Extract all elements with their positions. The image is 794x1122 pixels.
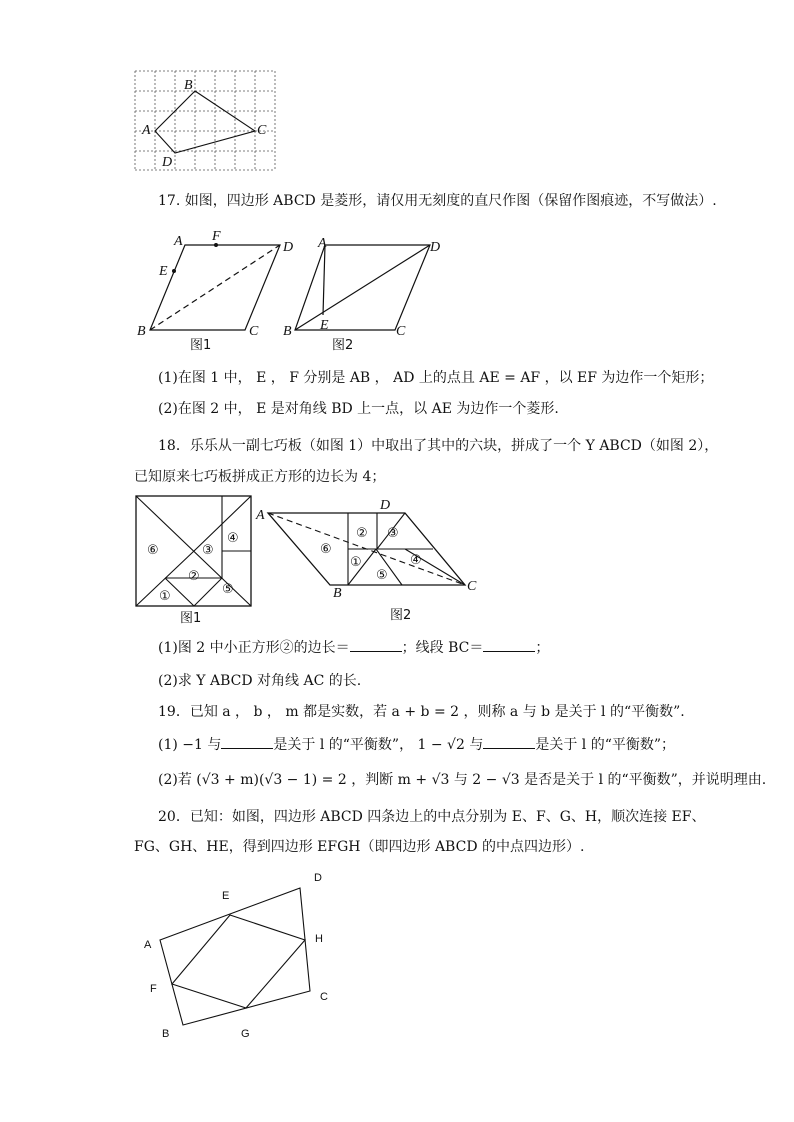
question-19-part-1 [158,736,675,754]
fig18-2-label-c: C [467,579,477,594]
tangram1-piece-4: ④ [227,531,239,546]
tangram1-piece-2: ② [188,569,200,584]
label-b: B [184,78,193,93]
tangram1-piece-3: ③ [202,543,214,558]
question-17-part-2: (2)在图 2 中， E 是对角线 BD 上一点，以 AE 为边作一个菱形. [158,401,559,417]
q18-part1-text-a: (1)图 2 中小正方形②的边长＝ [158,640,350,656]
tangram2-piece-2: ② [356,526,368,541]
answer-blank-1[interactable] [350,639,402,652]
figure-17-2 [280,225,460,355]
question-18-line-2: 已知原来七巧板拼成正方形的边长为 4； [134,469,386,485]
q19-part1-text-c: 是关于 l 的“平衡数”； [535,737,676,753]
fig17-1-label-b: B [137,324,146,339]
fig17-1-label-f: F [212,229,221,244]
q18-part1-text-b: ；线段 BC＝ [401,640,484,656]
label-c: C [257,123,267,138]
fig17-2-caption: 图2 [332,338,354,353]
figure-18-2-parallelogram [250,495,490,635]
fig18-2-label-a: A [256,508,265,523]
tangram1-piece-6: ⑥ [147,543,159,558]
fig18-2-caption: 图2 [390,608,412,623]
fig18-2-label-b: B [333,586,342,601]
fig17-2-label-d: D [430,240,441,255]
fig18-1-caption: 图1 [180,611,202,626]
quadrilateral-abcd [155,91,255,153]
fig17-2-label-c: C [396,324,406,339]
q19-part1-text-b: 是关于 l 的“平衡数”， 1 − √2 与 [273,737,484,753]
q19-part1-text-a: (1) −1 与 [158,737,222,753]
tangram2-piece-6: ⑥ [320,542,332,557]
fig17-1-label-a: A [174,234,183,249]
fig20-label-c: C [320,991,328,1003]
figure-18-1-tangram [130,492,260,632]
fig18-2-label-d: D [380,498,391,513]
tangram2-piece-4: ④ [410,553,422,568]
fig20-label-f: F [150,983,157,995]
question-19-part-2: (2)若 (√3 + m)(√3 − 1) = 2 ，判断 m + √3 与 2 − √3 是否是关于 l 的“平衡数”，并说明理由. [158,772,767,788]
fig17-1-label-c: C [249,324,259,339]
question-18-part-1 [158,639,549,657]
question-17-title: 17. 如图，四边形 ABCD 是菱形，请仅用无刻度的直尺作图（保留作图痕迹，不写做法）. [158,193,717,209]
figure-17-1 [130,225,300,355]
label-d: D [162,155,173,170]
fig17-2-label-b: B [283,324,292,339]
question-17-part-1: (1)在图 1 中， E ， F 分别是 AB ， AD 上的点且 AE = AF ，以 EF 为边作一个矩形； [158,370,714,386]
question-20-line-1: 20．已知：如图，四边形 ABCD 四条边上的中点分别为 E、F、G、H，顺次连接 EF、 [158,809,706,825]
fig20-label-e: E [222,890,230,902]
fig17-1-label-e: E [159,264,168,279]
tangram2-piece-1: ① [350,555,362,570]
fig20-label-d: D [314,872,322,884]
answer-blank-4[interactable] [483,736,535,749]
tangram1-piece-5: ⑤ [222,582,234,597]
question-20-line-2: FG、GH、HE，得到四边形 EFGH（即四边形 ABCD 的中点四边形）. [134,839,585,855]
grid-figure-16 [130,68,280,172]
figure-20-midpoint-quadrilateral [138,868,338,1048]
question-18-line-1: 18．乐乐从一副七巧板（如图 1）中取出了其中的六块，拼成了一个 Y ABCD（如图 2）， [158,438,719,454]
fig20-label-b: B [162,1028,170,1040]
answer-blank-2[interactable] [483,639,535,652]
fig20-label-g: G [241,1028,250,1040]
tangram1-piece-1: ① [159,589,171,604]
label-a: A [142,123,151,138]
q18-part1-text-c: ； [535,640,550,656]
question-19-title: 19．已知 a ， b ， m 都是实数，若 a + b = 2 ，则称 a 与 b 是关于 l 的“平衡数”. [158,704,685,720]
fig20-label-h: H [315,933,323,945]
answer-blank-3[interactable] [221,736,273,749]
fig17-1-caption: 图1 [190,338,212,353]
question-18-part-2: (2)求 Y ABCD 对角线 AC 的长. [158,673,362,689]
fig17-1-label-d: D [283,240,294,255]
tangram2-piece-5: ⑤ [376,568,388,583]
fig17-2-label-a: A [318,236,327,251]
fig20-label-a: A [144,939,152,951]
tangram2-piece-3: ③ [387,526,399,541]
fig17-2-label-e: E [320,318,329,333]
